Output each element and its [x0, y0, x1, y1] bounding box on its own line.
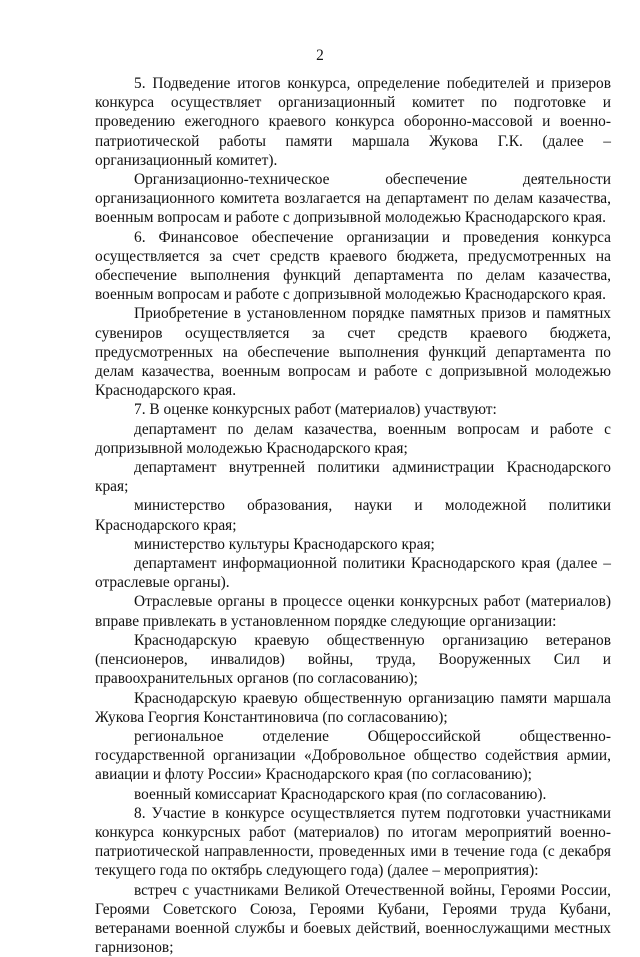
paragraph-7: 7. В оценке конкурсных работ (материалов) участвуют: — [134, 401, 497, 419]
list-item: департамент информационной политики Краснодарского края (далее – отраслевые органы). — [95, 555, 611, 592]
document-body — [95, 74, 611, 957]
paragraph-org-tech: Организационно-техническое обеспечение деятельности организационного комитета возлагается на департамент по делам казачества, военным вопросам и работе с допризывной молодежью Краснодарского края. — [95, 171, 611, 227]
list-item: министерство культуры Краснодарского края; — [134, 535, 435, 553]
paragraph-5: 5. Подведение итогов конкурса, определение победителей и призеров конкурса осуществляет организационный комитет по подготовке и проведению ежегодного краевого конкурса оборонно-массовой и военно-патриотической работы памяти маршала Жукова Г.К. (далее – организационный комитет). — [95, 75, 611, 169]
list-item: региональное отделение Общероссийской общественно-государственной организации «Добровольное общество содействия армии, авиации и флоту России» Краснодарского края (по согласованию); — [95, 727, 611, 784]
paragraph-8: 8. Участие в конкурсе осуществляется путем подготовки участниками конкурса конкурсных работ (материалов) по итогам мероприятий военно-патриотической направленности, проведенных ими в течение года (с декабря текущего года по октябрь следующего года) (далее – мероприятия): — [95, 804, 611, 880]
page-number: 2 — [316, 47, 324, 64]
list-item: встреч с участниками Великой Отечественной войны, Героями России, Героями Советского Союза, Героями Кубани, Героями труда Кубани, ветеранами военной службы и боевых действий, военнослужащими местных гарнизонов; — [95, 881, 611, 957]
list-item: министерство образования, науки и молодежной политики Краснодарского края; — [95, 497, 611, 534]
list-item: Краснодарскую краевую общественную организацию ветеранов (пенсионеров, инвалидов) войны, труда, Вооруженных Сил и правоохранительных органов (по согласованию); — [95, 631, 611, 688]
paragraph-6: 6. Финансовое обеспечение организации и проведения конкурса осуществляется за счет средств краевого бюджета, предусмотренных на обеспечение выполнения функций департамента по делам казачества, военным вопросам и работе с допризывной молодежью Краснодарского края. — [95, 228, 611, 304]
list-item: военный комиссариат Краснодарского края (по согласованию). — [134, 785, 547, 803]
list-item: департамент по делам казачества, военным вопросам и работе с допризывной молодежью Краснодарского края; — [95, 420, 611, 457]
paragraph-prizes: Приобретение в установленном порядке памятных призов и памятных сувениров осуществляется за счет средств краевого бюджета, предусмотренных на обеспечение выполнения функций департамента по делам казачества, военным вопросам и работе с допризывной молодежью Краснодарского края. — [95, 305, 611, 400]
list-item: Краснодарскую краевую общественную организацию памяти маршала Жукова Георгия Константиновича (по согласованию); — [95, 689, 611, 726]
paragraph-sector-bodies: Отраслевые органы в процессе оценки конкурсных работ (материалов) вправе привлекать в установленном порядке следующие организации: — [95, 593, 611, 630]
list-item: департамент внутренней политики администрации Краснодарского края; — [95, 459, 611, 496]
